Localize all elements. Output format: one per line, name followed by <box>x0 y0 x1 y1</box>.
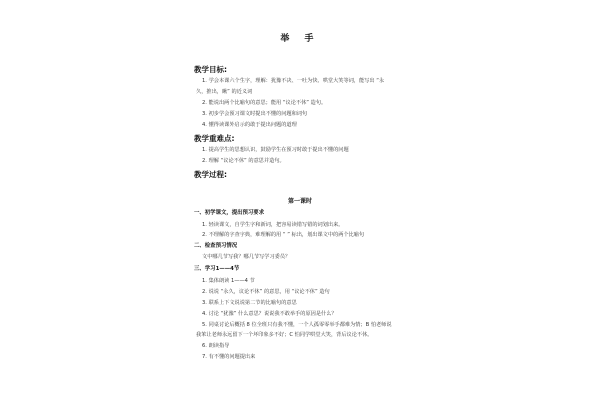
goal-item: 久，推出，瞅” 的近义词 <box>196 89 253 95</box>
section-item: 6. 朗读指导 <box>202 343 230 349</box>
section-heading: 二、检查预习情况 <box>194 243 238 249</box>
page-title: 举 手 <box>280 34 320 44</box>
key-point-item: 2. 理解 “议论不休” 的意思并造句。 <box>202 158 285 164</box>
process-heading: 教学过程: <box>194 170 227 179</box>
section-item: 3. 联系上下文说说第二节的比喻句的意思 <box>202 300 297 306</box>
section-heading: 一、初学课文，提出预习要求 <box>194 210 265 216</box>
goal-item: 4. 懂得读课外启示的敢于提出问题的道理 <box>202 122 297 128</box>
section-item: 5. 同桌讨论后概括 8 位全班只有我不懂，一个人孤零零举手都难为情；B 怕老师说 <box>202 322 392 328</box>
goal-item: 3. 初步学会预习课文时提出不懂的问题和词句 <box>202 111 308 117</box>
key-points-heading: 教学重难点: <box>194 134 235 143</box>
section-item: 7. 有不懂的问题提出来 <box>202 354 256 360</box>
key-point-item: 1. 提高学生的思想认识，鼓励学生在预习时敢于提出不懂的问题 <box>202 147 349 153</box>
goal-item: 1. 学会本课六个生字，理解：犹豫不决、一吐为快、哄堂大笑等词，能写出 “永 <box>202 78 385 84</box>
lesson-heading: 第一课时 <box>287 198 312 205</box>
section-heading: 三、学习1——4节 <box>194 266 240 272</box>
section-item: 2. 说说 “永久，议论不休” 的意思，用 “议论不休” 造句 <box>202 289 330 295</box>
section-item: 1. 集体朗读 1——4 节 <box>202 278 255 284</box>
goal-item: 2. 能说出两个比喻句的意思；能用 “议论不休” 造句。 <box>202 100 327 106</box>
section-item: 文中哪几节写我？哪几节写学习委员？ <box>202 254 291 260</box>
section-item: 4. 讨论 “犹豫” 什么意思？说说我不敢举手的原因是什么？ <box>202 311 337 317</box>
section-item: 1. 轻读课文，自学生字和新词，把容易读错写错的词划出来。 <box>202 222 344 228</box>
goals-heading: 教学目标: <box>194 65 227 74</box>
section-item: 我笨让老师永远留下一个坏印象多不好；C 怕同学哄堂大笑，背后议论不休。 <box>196 332 373 338</box>
section-item: 2. 不理解的字查字典，难理解的用 “ ” 标出，划出课文中的两个比喻句 <box>202 232 365 238</box>
